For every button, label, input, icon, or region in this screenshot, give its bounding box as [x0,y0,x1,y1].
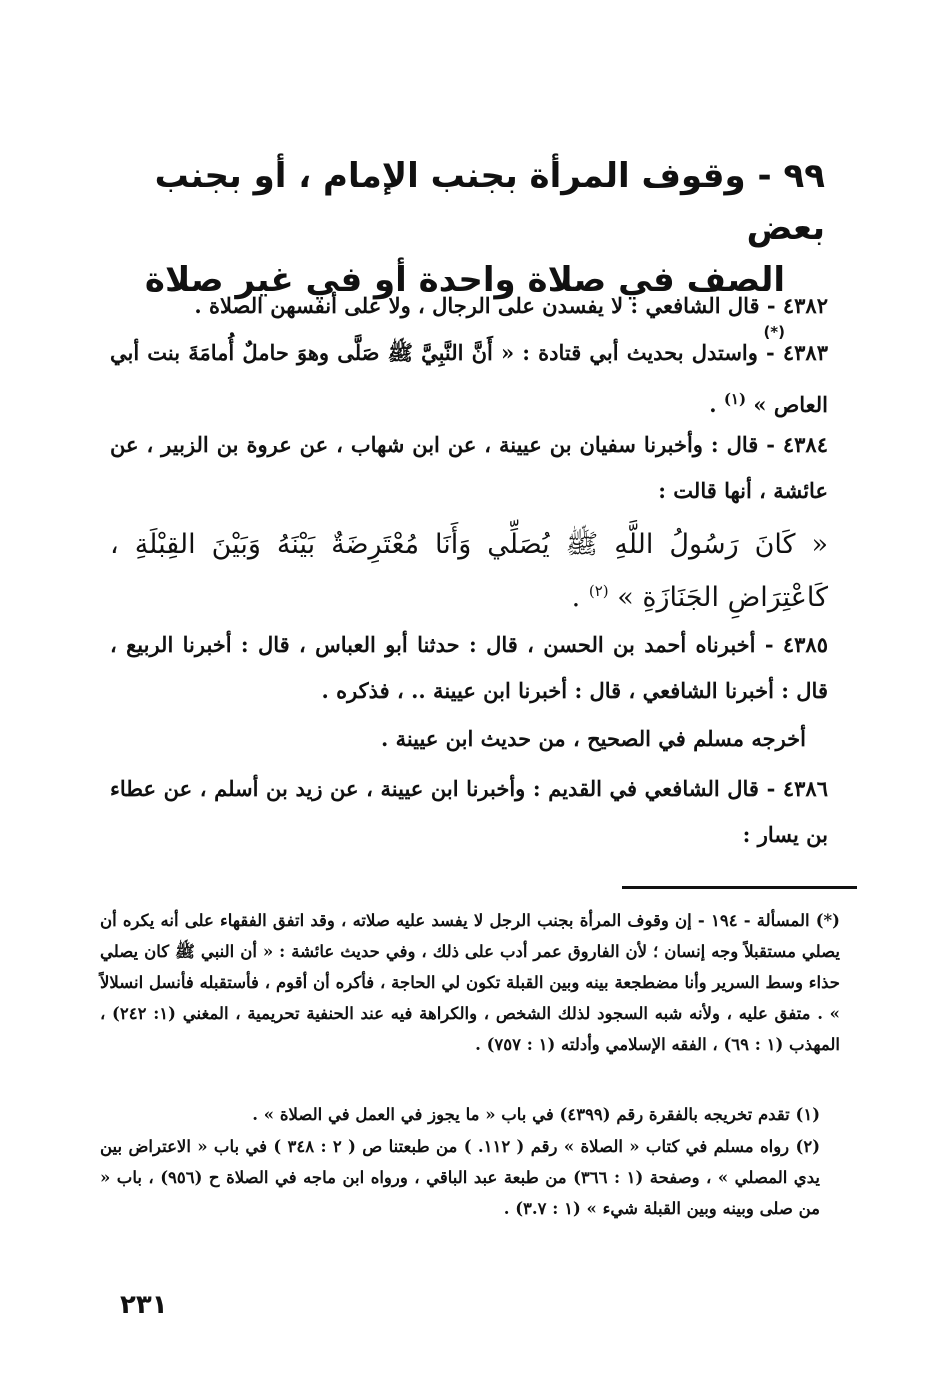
footnote-masala: (*) المسألة - ١٩٤ - إن وقوف المرأة بجنب الرجل لا يفسد عليه صلاته ، وقد اتفق الفقهاء على أنه يكره أن يصلي مستقبلاً وجه إنسان ؛ لأن الفاروق عمر أدب على ذلك ، وفي حديث عائشة : « أن النبي ﷺ كان يصلي حذاء وسط السرير وأنا مضطجعة بينه وبين القبلة تكون لي الحاجة ، فأكره أن أقوم ، فأستقبله فأنسل انسلالاً » . متفق عليه ، ولأنه شبه السجود لذلك الشخص ، والكراهة فيه عند الحنفية تحريمية ، المغني (١: ٢٤٢) ، المهذب (١ : ٦٩) ، الفقه الإسلامي وأدلته (١ : ٧٥٧) . [100,911,840,1054]
heading-line-2-text: الصف في صلاة واحدة أو في غير صلاة [144,260,785,300]
note-ref-1: (١) [723,390,747,408]
paragraph-takhrij: أخرجه مسلم في الصحيح ، من حديث ابن عيينة . [380,726,806,751]
paragraph-4383-text: ٤٣٨٣ - واستدل بحديث أبي قتادة : « أَنَّ النَّبِيَّ ﷺ صَلَّى وهوَ حاملٌ أُمامَةَ بنت أبي العاص » [110,340,828,417]
note-ref-2: (٢) [588,582,609,600]
paragraph-4383 [110,330,828,428]
footnote-1: (١) تقدم تخريجه بالفقرة رقم (٤٣٩٩) في باب « ما يجوز في العمل في الصلاة » . [252,1105,820,1124]
hadith-quote-text: « كَانَ رَسُولُ اللَّهِ ﷺ يُصَلِّي وَأَنَا مُعْتَرِضَةٌ بَيْنَهُ وَبَيْنَ القِبْلَةِ ، كَاعْتِرَاضِ الجَنَازَةِ » [110,529,829,613]
paragraph-4384: ٤٣٨٤ - قال : وأخبرنا سفيان بن عيينة ، عن ابن شهاب ، عن عروة بن الزبير ، عن عائشة ، أنها قالت : [110,432,828,503]
footnote-2: (٢) رواه مسلم في كتاب « الصلاة » رقم ( ١١٢. ) من طبعتنا ص ( ٢ : ٣٤٨ ) في باب « الاعتراض بين يدي المصلي » ، وصفحة (١ : ٣٦٦) من طبعة عبد الباقي ، ورواه ابن ماجه في الصلاة ح (٩٥٦) ، باب « من صلى وبينه وبين القبلة شيء » (١ : ٣.٧) . [100,1137,820,1218]
footnote-divider [622,886,857,889]
heading-line-1: ٩٩ - وقوف المرأة بجنب الإمام ، أو بجنب بعض [154,156,825,248]
page-number: ٢٣١ [120,1290,168,1320]
hadith-quote [110,522,828,621]
paragraph-4383-end: . [709,392,724,417]
paragraph-4385: ٤٣٨٥ - أخبرناه أحمد بن الحسن ، قال : حدثنا أبو العباس ، قال : أخبرنا الربيع ، قال : أخبرنا الشافعي ، قال : أخبرنا ابن عيينة .. ، فذكره . [110,632,828,703]
paragraph-4386: ٤٣٨٦ - قال الشافعي في القديم : وأخبرنا ابن عيينة ، عن زيد بن أسلم ، عن عطاء بن يسار : [110,776,828,847]
hadith-quote-end: . [571,582,589,613]
paragraph-4382: ٤٣٨٢ - قال الشافعي : لا يفسدن على الرجال ، ولا على أنفسهن الصلاة . [194,293,828,318]
heading-marker: (*) [763,323,785,341]
